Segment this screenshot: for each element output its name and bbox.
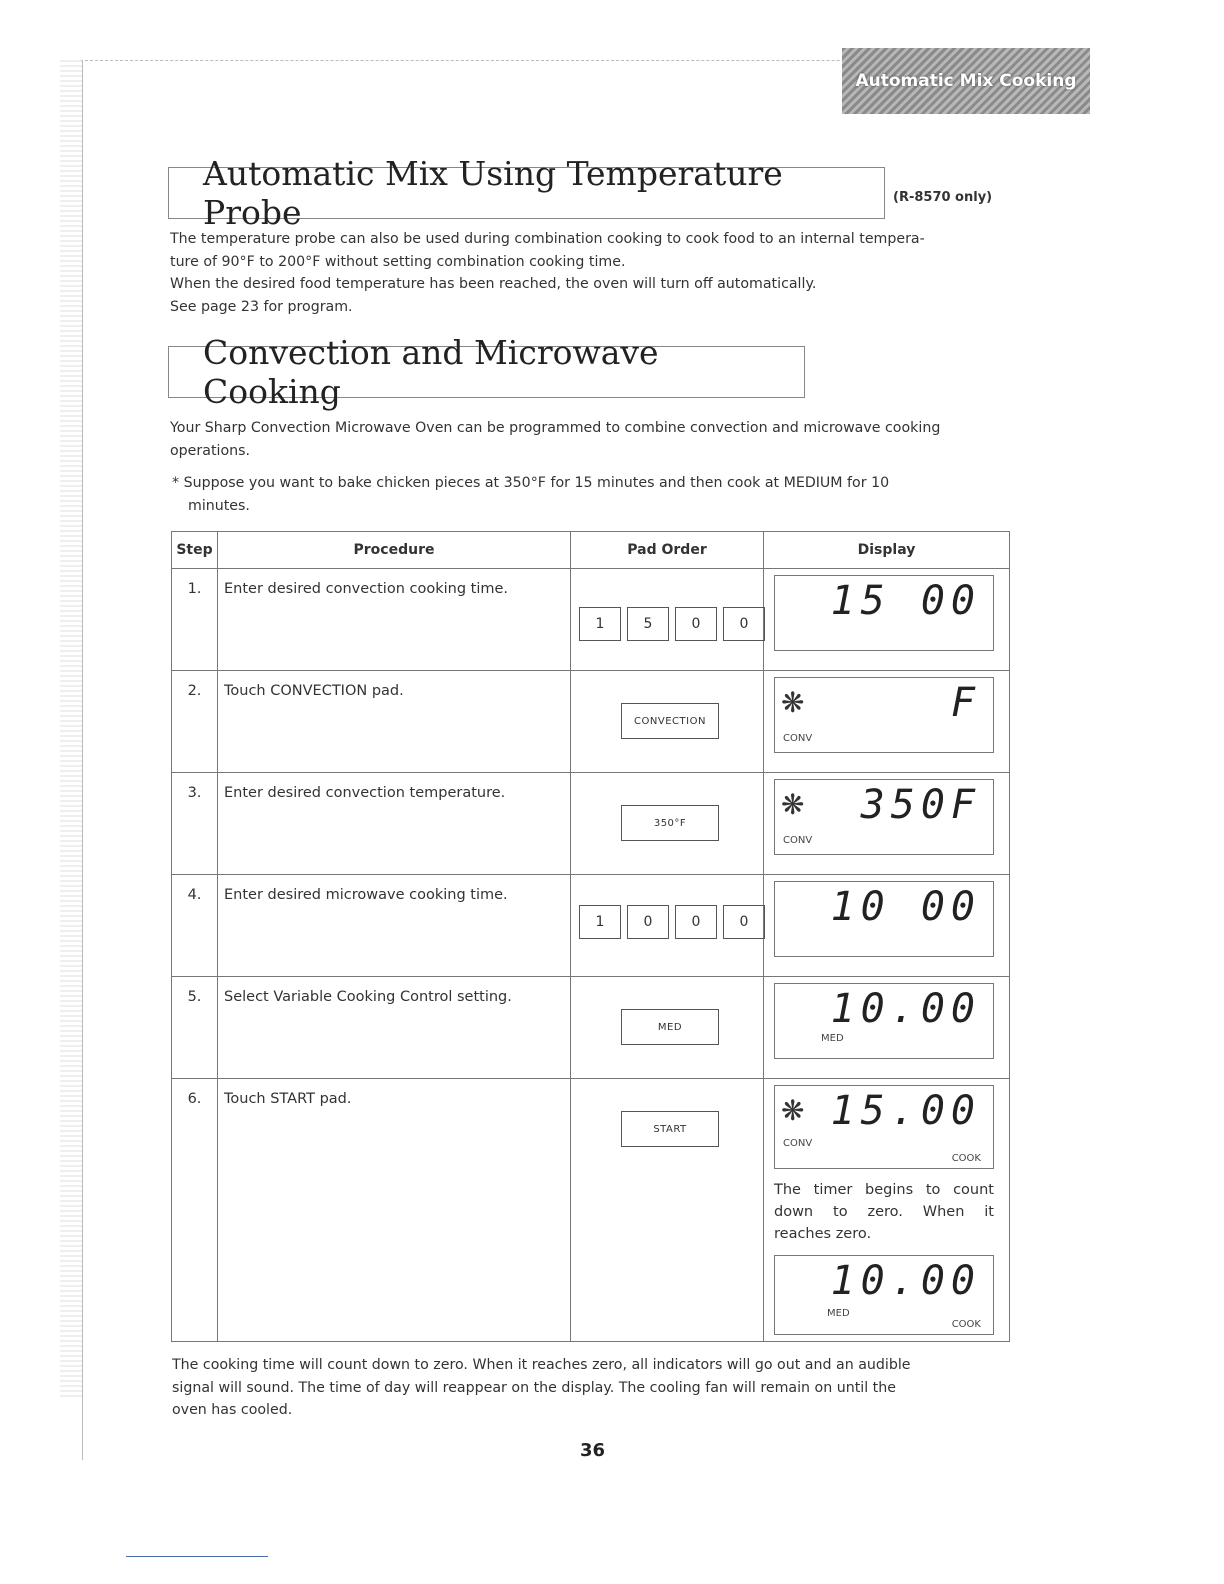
section1-body (170, 228, 1020, 318)
display-cell (764, 569, 1010, 671)
lcd-display-2 (774, 1255, 994, 1335)
step-number: 5. (172, 977, 218, 1079)
section1-title: Automatic Mix Using Temperature Probe (168, 167, 885, 219)
header-step: Step (172, 532, 218, 569)
display-cell (764, 875, 1010, 977)
display-cell (764, 671, 1010, 773)
section2-example (172, 472, 1022, 517)
step-number: 6. (172, 1079, 218, 1342)
step-number: 4. (172, 875, 218, 977)
pad-order-cell (571, 569, 764, 671)
display-cell (764, 773, 1010, 875)
footer-line: oven has cooled. (172, 1402, 293, 1418)
lcd-digits: 10.00 (830, 1258, 981, 1304)
lcd-display (774, 575, 994, 651)
fan-icon: ❋ (781, 1094, 805, 1127)
lcd-digits: 350F (860, 782, 981, 828)
pad-order-cell (571, 1079, 764, 1342)
keypad-key[interactable]: 0 (723, 607, 765, 641)
intro-line: operations. (170, 442, 251, 459)
section1-line: ture of 90°F to 200°F without setting combination cooking time. (170, 253, 626, 270)
table-header-row (172, 532, 1010, 569)
header-procedure: Procedure (218, 532, 571, 569)
conv-indicator: CONV (783, 835, 813, 846)
section1-line: The temperature probe can also be used during combination cooking to cook food to an internal tempera- (170, 231, 925, 247)
example-line: minutes. (188, 497, 250, 514)
section2-title: Convection and Microwave Cooking (168, 346, 805, 398)
lcd-display (774, 1085, 994, 1169)
binding-shadow (60, 60, 82, 1400)
keypad-key[interactable]: 1 (579, 905, 621, 939)
table-row (172, 671, 1010, 773)
footer-text (172, 1354, 1022, 1422)
page-number: 36 (580, 1440, 606, 1461)
med-indicator: MED (827, 1308, 850, 1319)
table-row (172, 569, 1010, 671)
section1-line: See page 23 for program. (170, 298, 353, 315)
left-rule (82, 60, 83, 1460)
lcd-display (774, 983, 994, 1059)
header-display: Display (764, 532, 1010, 569)
table-row (172, 1079, 1010, 1342)
lcd-digits: F (950, 680, 981, 726)
lcd-digits: 15 00 (830, 578, 981, 624)
keypad-key[interactable]: 0 (723, 905, 765, 939)
footer-line: signal will sound. The time of day will reappear on the display. The cooling fan will remain on until the (172, 1379, 896, 1396)
fan-icon: ❋ (781, 686, 805, 719)
step-procedure: Touch START pad. (218, 1079, 571, 1342)
conv-indicator: CONV (783, 733, 813, 744)
cook-indicator: COOK (951, 1319, 981, 1330)
pad-order-cell (571, 671, 764, 773)
footer-line: The cooking time will count down to zero. When it reaches zero, all indicators will go out and an audible (172, 1357, 911, 1373)
lcd-digits: 10.00 (830, 986, 981, 1032)
header-pad-order: Pad Order (571, 532, 764, 569)
pad-order-cell (571, 773, 764, 875)
section2-intro (170, 417, 1020, 462)
step-procedure: Touch CONVECTION pad. (218, 671, 571, 773)
table-row (172, 977, 1010, 1079)
step-procedure: Select Variable Cooking Control setting. (218, 977, 571, 1079)
section1-note: (R-8570 only) (893, 190, 993, 205)
med-pad[interactable]: MED (621, 1009, 719, 1045)
intro-line: Your Sharp Convection Microwave Oven can be programmed to combine convection and microwave cooking (170, 420, 941, 436)
lcd-display (774, 779, 994, 855)
keypad-key[interactable]: 0 (627, 905, 669, 939)
lcd-display (774, 881, 994, 957)
cook-indicator: COOK (951, 1153, 981, 1164)
steps-table (171, 531, 1010, 1342)
keypad-key[interactable]: 0 (675, 607, 717, 641)
lcd-digits: 10 00 (830, 884, 981, 930)
step-number: 2. (172, 671, 218, 773)
keypad-key[interactable]: 5 (627, 607, 669, 641)
keypad-key[interactable]: 0 (675, 905, 717, 939)
step-procedure: Enter desired microwave cooking time. (218, 875, 571, 977)
fan-icon: ❋ (781, 788, 805, 821)
section1-line: When the desired food temperature has been reached, the oven will turn off automatically. (170, 276, 817, 292)
keypad-key[interactable]: 1 (579, 607, 621, 641)
timer-note: The timer begins to count down to zero. When it reaches zero. (774, 1182, 994, 1242)
step-procedure: Enter desired convection temperature. (218, 773, 571, 875)
step-procedure: Enter desired convection cooking time. (218, 569, 571, 671)
temperature-pad[interactable]: 350°F (621, 805, 719, 841)
start-pad[interactable]: START (621, 1111, 719, 1147)
lcd-digits: 15.00 (830, 1088, 981, 1134)
conv-indicator: CONV (783, 1138, 813, 1149)
section-tab: Automatic Mix Cooking (842, 48, 1090, 114)
example-line: * Suppose you want to bake chicken pieces at 350°F for 15 minutes and then cook at MEDIUM for 10 (172, 475, 890, 491)
table-row (172, 773, 1010, 875)
convection-pad[interactable]: CONVECTION (621, 703, 719, 739)
pad-order-cell (571, 977, 764, 1079)
pad-order-cell (571, 875, 764, 977)
step-number: 3. (172, 773, 218, 875)
med-indicator: MED (821, 1033, 844, 1044)
display-cell (764, 1079, 1010, 1342)
display-cell (764, 977, 1010, 1079)
table-row (172, 875, 1010, 977)
bottom-rule (126, 1556, 268, 1557)
lcd-display (774, 677, 994, 753)
step-number: 1. (172, 569, 218, 671)
